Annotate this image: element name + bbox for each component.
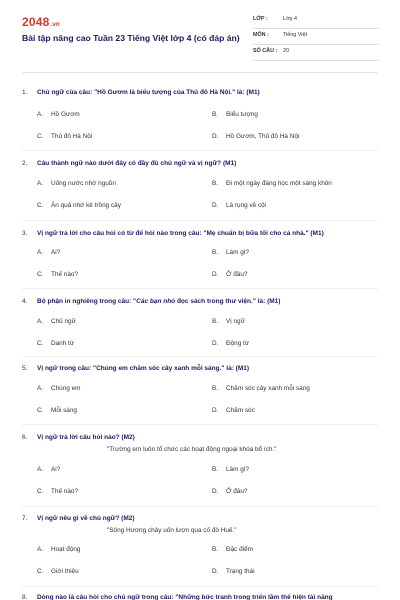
question-text: Vị ngữ trong câu: "Chúng em chăm sóc cây xanh mỗi sáng." là: (M1): [37, 365, 250, 372]
question-heading: [22, 229, 382, 239]
option-c[interactable]: C. Thế nào?: [37, 488, 79, 495]
page-header: [0, 0, 400, 70]
meta-key: MÔN :: [253, 32, 269, 38]
question-number: 7.: [22, 515, 28, 522]
option-a[interactable]: A. Chủ ngữ: [37, 318, 76, 325]
question-heading: [22, 159, 382, 169]
option-d[interactable]: D. Trạng thái: [212, 568, 255, 575]
question-4: [22, 297, 382, 347]
meta-row-class: [253, 13, 379, 29]
question-number: 6.: [22, 434, 28, 441]
question-text: Vị ngữ trả lời cho câu hỏi có từ để hỏi nào trong câu: "Mẹ chuẩn bị bữa tối cho cả nhà." (M1): [37, 230, 324, 237]
question-1: [22, 88, 382, 140]
question-text: Vị ngữ trả lời câu hỏi nào? (M2): [37, 434, 135, 441]
question-number: 8.: [22, 594, 28, 600]
question-number: 1.: [22, 89, 28, 96]
option-a[interactable]: A. Hồ Gươm: [37, 111, 80, 118]
question-heading: [22, 514, 382, 524]
option-c[interactable]: C. Thế nào?: [37, 271, 79, 278]
option-b[interactable]: B. Làm gì?: [212, 249, 250, 256]
question-6: [22, 433, 382, 495]
option-b[interactable]: B. Làm gì?: [212, 466, 250, 473]
option-a[interactable]: A. Uống nước nhớ nguồn: [37, 180, 116, 187]
option-c[interactable]: C. Giới thiệu: [37, 568, 79, 575]
header-divider: [22, 72, 378, 73]
question-divider: [22, 424, 378, 425]
question-number: 5.: [22, 365, 28, 372]
meta-row-subject: [253, 29, 379, 45]
option-b[interactable]: B. Đặc điểm: [212, 546, 253, 553]
question-heading: [22, 297, 382, 307]
logo-suffix: .vn: [50, 22, 60, 28]
option-c[interactable]: C. Thủ đô Hà Nội: [37, 133, 93, 140]
option-d[interactable]: D. Động từ: [212, 340, 250, 347]
question-8: [22, 593, 382, 600]
question-divider: [22, 288, 378, 289]
question-divider: [22, 356, 378, 357]
meta-value: 20: [283, 48, 289, 54]
question-heading: [22, 88, 382, 98]
italic-phrase: Các bạn nhỏ: [136, 298, 176, 305]
question-divider: [22, 220, 378, 221]
question-text: Câu thành ngữ nào dưới đây có đầy đủ chủ ngữ và vị ngữ? (M1): [37, 160, 237, 167]
question-text: Bộ phận in nghiêng trong câu: "Các bạn nhỏ đọc sách trong thư viện." là: (M1): [37, 298, 281, 305]
example-sentence: "Trường em luôn tổ chức các hoạt động ngoại khóa bổ ích.": [107, 446, 277, 453]
option-d[interactable]: D. Ở đâu?: [212, 271, 248, 278]
question-heading: [22, 593, 382, 600]
option-b[interactable]: B. Đi một ngày đàng học một sàng khôn: [212, 180, 332, 187]
question-3: [22, 229, 382, 278]
option-d[interactable]: D. Chăm sóc: [212, 407, 255, 414]
meta-key: LỚP :: [253, 16, 268, 22]
option-a[interactable]: A. Ai?: [37, 466, 61, 473]
question-divider: [22, 150, 378, 151]
question-text: Dòng nào là câu hỏi cho chủ ngữ trong câu: "Những bức tranh trong triển lãm thể hiện tài năng: [37, 594, 333, 600]
question-heading: [22, 364, 382, 374]
question-2: [22, 159, 382, 209]
option-d[interactable]: D. Lá rụng về cội: [212, 202, 267, 209]
question-number: 2.: [22, 160, 28, 167]
question-text: Vị ngữ nêu gì về chủ ngữ? (M2): [37, 515, 135, 522]
option-b[interactable]: B. Biểu tượng: [212, 111, 258, 118]
question-7: [22, 514, 382, 575]
question-divider: [22, 506, 378, 507]
option-a[interactable]: A. Hoạt động: [37, 546, 81, 553]
question-divider: [22, 586, 378, 587]
meta-value: Tiếng Việt: [283, 32, 307, 38]
option-d[interactable]: D. Hồ Gươm, Thủ đô Hà Nội: [212, 133, 300, 140]
option-c[interactable]: C. Danh từ: [37, 340, 75, 347]
example-sentence: "Sông Hương chảy uốn lượn qua cố đô Huế.": [107, 527, 237, 534]
option-a[interactable]: A. Ai?: [37, 249, 61, 256]
document-title: Bài tập nâng cao Tuần 23 Tiếng Việt lớp 4 (có đáp án): [22, 33, 240, 43]
meta-row-count: [253, 45, 379, 61]
meta-key: SỐ CÂU :: [253, 48, 278, 54]
question-number: 4.: [22, 298, 28, 305]
meta-value: Lớp 4: [283, 16, 298, 22]
question-text: Chủ ngữ của câu: "Hồ Gươm là biểu tượng của Thủ đô Hà Nội." là: (M1): [37, 89, 260, 96]
option-c[interactable]: C. Mỗi sáng: [37, 407, 77, 414]
option-b[interactable]: B. Vị ngữ: [212, 318, 245, 325]
meta-table: [253, 13, 379, 61]
option-c[interactable]: C. Ăn quả nhớ kẻ trồng cây: [37, 202, 121, 209]
question-5: [22, 364, 382, 414]
option-d[interactable]: D. Ở đâu?: [212, 488, 248, 495]
option-b[interactable]: B. Chăm sóc cây xanh mỗi sáng: [212, 385, 310, 392]
site-logo[interactable]: 2048.vn: [22, 15, 60, 29]
option-a[interactable]: A. Chúng em: [37, 385, 81, 392]
question-heading: [22, 433, 382, 443]
question-number: 3.: [22, 230, 28, 237]
